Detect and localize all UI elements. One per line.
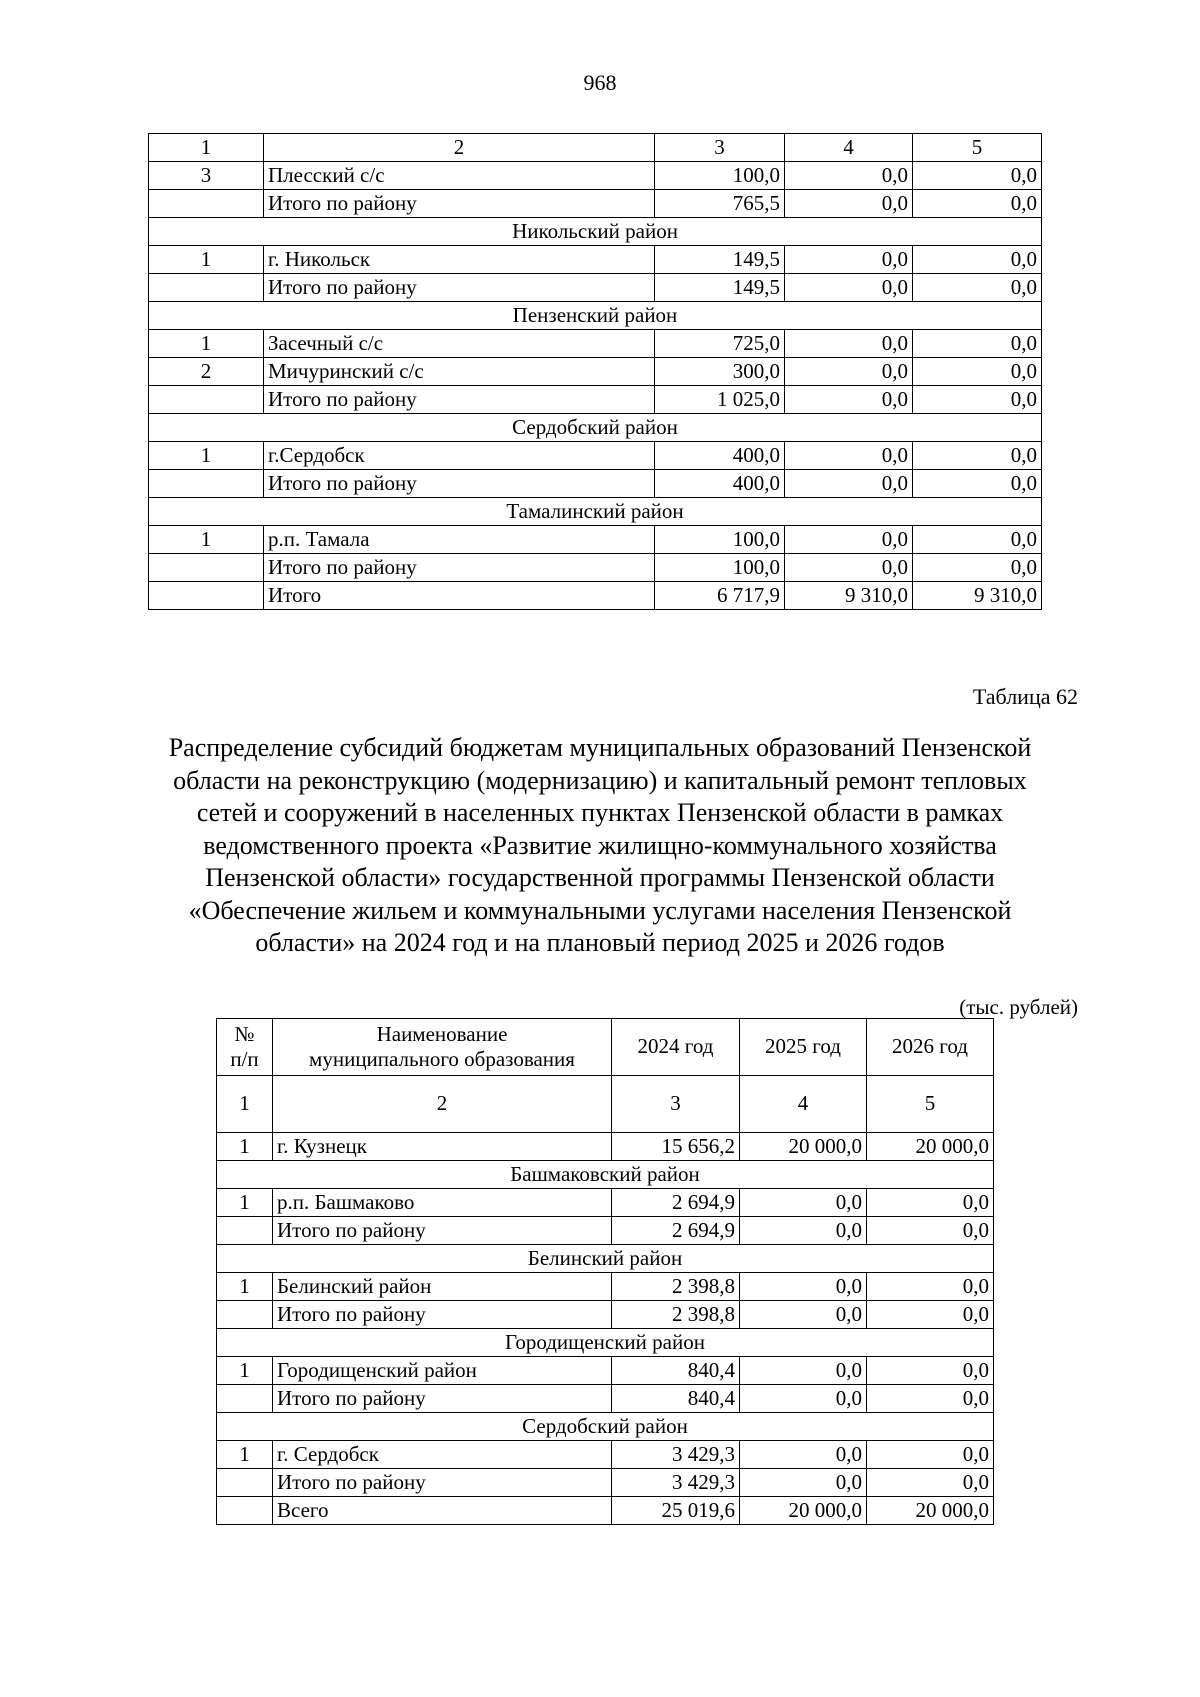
row-number-cell: 1 xyxy=(149,246,264,274)
value-2026-cell: 0,0 xyxy=(867,1217,994,1245)
district-section-row xyxy=(217,1413,994,1441)
row-number-cell: 1 xyxy=(149,442,264,470)
value-2024-cell: 2 694,9 xyxy=(612,1217,740,1245)
row-number-cell xyxy=(149,274,264,302)
row-number-cell xyxy=(149,554,264,582)
table-row xyxy=(217,1469,994,1497)
table-row xyxy=(217,1273,994,1301)
row-number-cell xyxy=(149,190,264,218)
column-index-cell: 2 xyxy=(264,134,655,162)
district-section-row xyxy=(149,302,1042,330)
table-row xyxy=(149,246,1042,274)
table-header-row xyxy=(149,134,1042,162)
table-row xyxy=(217,1189,994,1217)
value-2026-cell: 0,0 xyxy=(913,246,1042,274)
value-2024-cell: 2 398,8 xyxy=(612,1301,740,1329)
municipality-cell: Итого по району xyxy=(264,274,655,302)
municipality-cell: Белинский район xyxy=(273,1273,612,1301)
table-row xyxy=(149,470,1042,498)
column-index-cell: 3 xyxy=(655,134,785,162)
header-text: п/п xyxy=(230,1047,259,1071)
column-index-cell: 4 xyxy=(740,1076,867,1133)
value-2025-cell: 0,0 xyxy=(740,1441,867,1469)
value-2024-cell: 840,4 xyxy=(612,1357,740,1385)
column-index-cell: 5 xyxy=(913,134,1042,162)
column-index-cell: 3 xyxy=(612,1076,740,1133)
row-number-cell: 1 xyxy=(149,330,264,358)
table-row xyxy=(217,1497,994,1525)
header-text: Наименование xyxy=(376,1021,508,1046)
value-2025-cell: 0,0 xyxy=(740,1217,867,1245)
column-header-name xyxy=(273,1019,612,1076)
municipality-cell: Итого по району xyxy=(264,554,655,582)
row-number-cell xyxy=(217,1301,273,1329)
municipality-cell: р.п. Тамала xyxy=(264,526,655,554)
column-index-cell: 2 xyxy=(273,1076,612,1133)
value-2024-cell: 3 429,3 xyxy=(612,1469,740,1497)
municipality-cell: Городищенский район xyxy=(273,1357,612,1385)
district-section-row xyxy=(217,1329,994,1357)
district-name: Тамалинский район xyxy=(149,498,1042,526)
municipality-cell: Итого по району xyxy=(273,1301,612,1329)
header-text: муниципального образования xyxy=(309,1047,575,1071)
value-2026-cell: 0,0 xyxy=(913,330,1042,358)
municipality-cell: Итого по району xyxy=(264,470,655,498)
value-2025-cell: 20 000,0 xyxy=(740,1497,867,1525)
value-2026-cell: 0,0 xyxy=(867,1469,994,1497)
value-2025-cell: 0,0 xyxy=(740,1469,867,1497)
value-2024-cell: 149,5 xyxy=(655,246,785,274)
value-2024-cell: 149,5 xyxy=(655,274,785,302)
column-index-cell: 5 xyxy=(867,1076,994,1133)
value-2026-cell: 0,0 xyxy=(867,1441,994,1469)
municipality-cell: Засечный с/с xyxy=(264,330,655,358)
district-name: Сердобский район xyxy=(217,1413,994,1441)
municipality-cell: Всего xyxy=(273,1497,612,1525)
value-2025-cell: 9 310,0 xyxy=(785,582,913,610)
table-row xyxy=(149,554,1042,582)
table-row xyxy=(217,1385,994,1413)
column-index-row xyxy=(217,1076,994,1133)
table-row xyxy=(149,162,1042,190)
municipality-cell: г. Сердобск xyxy=(273,1441,612,1469)
municipality-cell: Мичуринский с/с xyxy=(264,358,655,386)
district-name: Башмаковский район xyxy=(217,1161,994,1189)
row-number-cell xyxy=(149,470,264,498)
value-2026-cell: 0,0 xyxy=(913,526,1042,554)
district-name: Пензенский район xyxy=(149,302,1042,330)
value-2026-cell: 0,0 xyxy=(913,386,1042,414)
table-row xyxy=(217,1133,994,1161)
row-number-cell xyxy=(217,1469,273,1497)
district-name: Сердобский район xyxy=(149,414,1042,442)
row-number-cell: 1 xyxy=(217,1189,273,1217)
district-name: Никольский район xyxy=(149,218,1042,246)
value-2024-cell: 15 656,2 xyxy=(612,1133,740,1161)
district-section-row xyxy=(149,498,1042,526)
table-row xyxy=(149,442,1042,470)
row-number-cell xyxy=(217,1385,273,1413)
value-2024-cell: 765,5 xyxy=(655,190,785,218)
municipality-cell: Итого xyxy=(264,582,655,610)
municipality-cell: Итого по району xyxy=(264,386,655,414)
continued-subsidy-table xyxy=(148,133,1042,610)
table-row xyxy=(217,1217,994,1245)
value-2025-cell: 0,0 xyxy=(785,554,913,582)
table-row xyxy=(217,1441,994,1469)
value-2024-cell: 2 398,8 xyxy=(612,1273,740,1301)
municipality-cell: г. Никольск xyxy=(264,246,655,274)
column-header-number xyxy=(217,1019,273,1076)
district-name: Белинский район xyxy=(217,1245,994,1273)
row-number-cell xyxy=(217,1217,273,1245)
value-2026-cell: 0,0 xyxy=(913,358,1042,386)
district-section-row xyxy=(217,1161,994,1189)
value-2026-cell: 0,0 xyxy=(913,274,1042,302)
municipality-cell: Плесский с/с xyxy=(264,162,655,190)
value-2024-cell: 300,0 xyxy=(655,358,785,386)
header-text: № xyxy=(234,1021,255,1046)
value-2026-cell: 0,0 xyxy=(867,1189,994,1217)
value-2025-cell: 0,0 xyxy=(785,470,913,498)
table-row xyxy=(149,526,1042,554)
row-number-cell xyxy=(149,386,264,414)
value-2026-cell: 0,0 xyxy=(913,470,1042,498)
district-name: Городищенский район xyxy=(217,1329,994,1357)
value-2024-cell: 725,0 xyxy=(655,330,785,358)
row-number-cell: 1 xyxy=(217,1133,273,1161)
column-header-2025: 2025 год xyxy=(740,1019,867,1076)
value-2025-cell: 0,0 xyxy=(740,1357,867,1385)
value-2025-cell: 0,0 xyxy=(785,274,913,302)
value-2024-cell: 100,0 xyxy=(655,554,785,582)
value-2026-cell: 0,0 xyxy=(913,554,1042,582)
column-index-cell: 1 xyxy=(149,134,264,162)
value-2025-cell: 0,0 xyxy=(785,162,913,190)
value-2025-cell: 0,0 xyxy=(785,526,913,554)
table-row xyxy=(149,190,1042,218)
value-2026-cell: 0,0 xyxy=(913,442,1042,470)
municipality-cell: р.п. Башмаково xyxy=(273,1189,612,1217)
column-index-cell: 4 xyxy=(785,134,913,162)
row-number-cell xyxy=(149,582,264,610)
district-section-row xyxy=(149,218,1042,246)
value-2025-cell: 0,0 xyxy=(785,386,913,414)
row-number-cell: 1 xyxy=(149,526,264,554)
table-title: Распределение субсидий бюджетам муниципальных образований Пензенской области на реконструкцию (модернизацию) и капитальный ремонт тепловых сетей и сооружений в населенных пунктах Пензенской области в рамках ведомственного проекта «Развитие жилищно-коммунального хозяйства Пензенской области» государственной программы Пензенской области «Обеспечение жильем и коммунальными услугами населения Пензенской области» на 2024 год и на плановый период 2025 и 2026 годов xyxy=(168,733,1032,957)
value-2025-cell: 0,0 xyxy=(785,330,913,358)
value-2025-cell: 0,0 xyxy=(740,1385,867,1413)
row-number-cell xyxy=(217,1497,273,1525)
value-2026-cell: 0,0 xyxy=(867,1301,994,1329)
value-2024-cell: 6 717,9 xyxy=(655,582,785,610)
value-2025-cell: 0,0 xyxy=(785,246,913,274)
value-2026-cell: 0,0 xyxy=(867,1385,994,1413)
value-2024-cell: 2 694,9 xyxy=(612,1189,740,1217)
value-2024-cell: 400,0 xyxy=(655,442,785,470)
row-number-cell: 1 xyxy=(217,1273,273,1301)
value-2024-cell: 3 429,3 xyxy=(612,1441,740,1469)
value-2026-cell: 0,0 xyxy=(913,190,1042,218)
heating-network-subsidy-table xyxy=(216,1018,994,1525)
municipality-cell: Итого по району xyxy=(264,190,655,218)
value-2024-cell: 100,0 xyxy=(655,162,785,190)
table-row xyxy=(217,1357,994,1385)
value-2026-cell: 0,0 xyxy=(867,1357,994,1385)
value-2025-cell: 0,0 xyxy=(785,358,913,386)
value-2026-cell: 9 310,0 xyxy=(913,582,1042,610)
municipality-cell: Итого по району xyxy=(273,1217,612,1245)
table-row xyxy=(217,1301,994,1329)
district-section-row xyxy=(217,1245,994,1273)
municipality-cell: г.Сердобск xyxy=(264,442,655,470)
value-2025-cell: 0,0 xyxy=(740,1273,867,1301)
row-number-cell: 1 xyxy=(217,1441,273,1469)
municipality-cell: Итого по району xyxy=(273,1469,612,1497)
table-row xyxy=(149,358,1042,386)
municipality-cell: г. Кузнецк xyxy=(273,1133,612,1161)
table-row xyxy=(149,386,1042,414)
page-number: 968 xyxy=(583,70,617,95)
column-index-cell: 1 xyxy=(217,1076,273,1133)
value-2024-cell: 100,0 xyxy=(655,526,785,554)
units-note: (тыс. рублей) xyxy=(959,995,1078,1019)
table-row xyxy=(149,274,1042,302)
value-2025-cell: 0,0 xyxy=(785,190,913,218)
municipality-cell: Итого по району xyxy=(273,1385,612,1413)
value-2026-cell: 20 000,0 xyxy=(867,1133,994,1161)
table-row xyxy=(149,582,1042,610)
table-row xyxy=(149,330,1042,358)
value-2026-cell: 20 000,0 xyxy=(867,1497,994,1525)
column-header-2024: 2024 год xyxy=(612,1019,740,1076)
table-label: Таблица 62 xyxy=(972,684,1078,709)
value-2024-cell: 25 019,6 xyxy=(612,1497,740,1525)
value-2026-cell: 0,0 xyxy=(867,1273,994,1301)
value-2025-cell: 0,0 xyxy=(740,1301,867,1329)
table-header-row xyxy=(217,1019,994,1076)
row-number-cell: 2 xyxy=(149,358,264,386)
row-number-cell: 1 xyxy=(217,1357,273,1385)
value-2024-cell: 1 025,0 xyxy=(655,386,785,414)
row-number-cell: 3 xyxy=(149,162,264,190)
value-2024-cell: 840,4 xyxy=(612,1385,740,1413)
value-2024-cell: 400,0 xyxy=(655,470,785,498)
district-section-row xyxy=(149,414,1042,442)
value-2025-cell: 20 000,0 xyxy=(740,1133,867,1161)
column-header-2026: 2026 год xyxy=(867,1019,994,1076)
value-2025-cell: 0,0 xyxy=(740,1189,867,1217)
value-2026-cell: 0,0 xyxy=(913,162,1042,190)
value-2025-cell: 0,0 xyxy=(785,442,913,470)
